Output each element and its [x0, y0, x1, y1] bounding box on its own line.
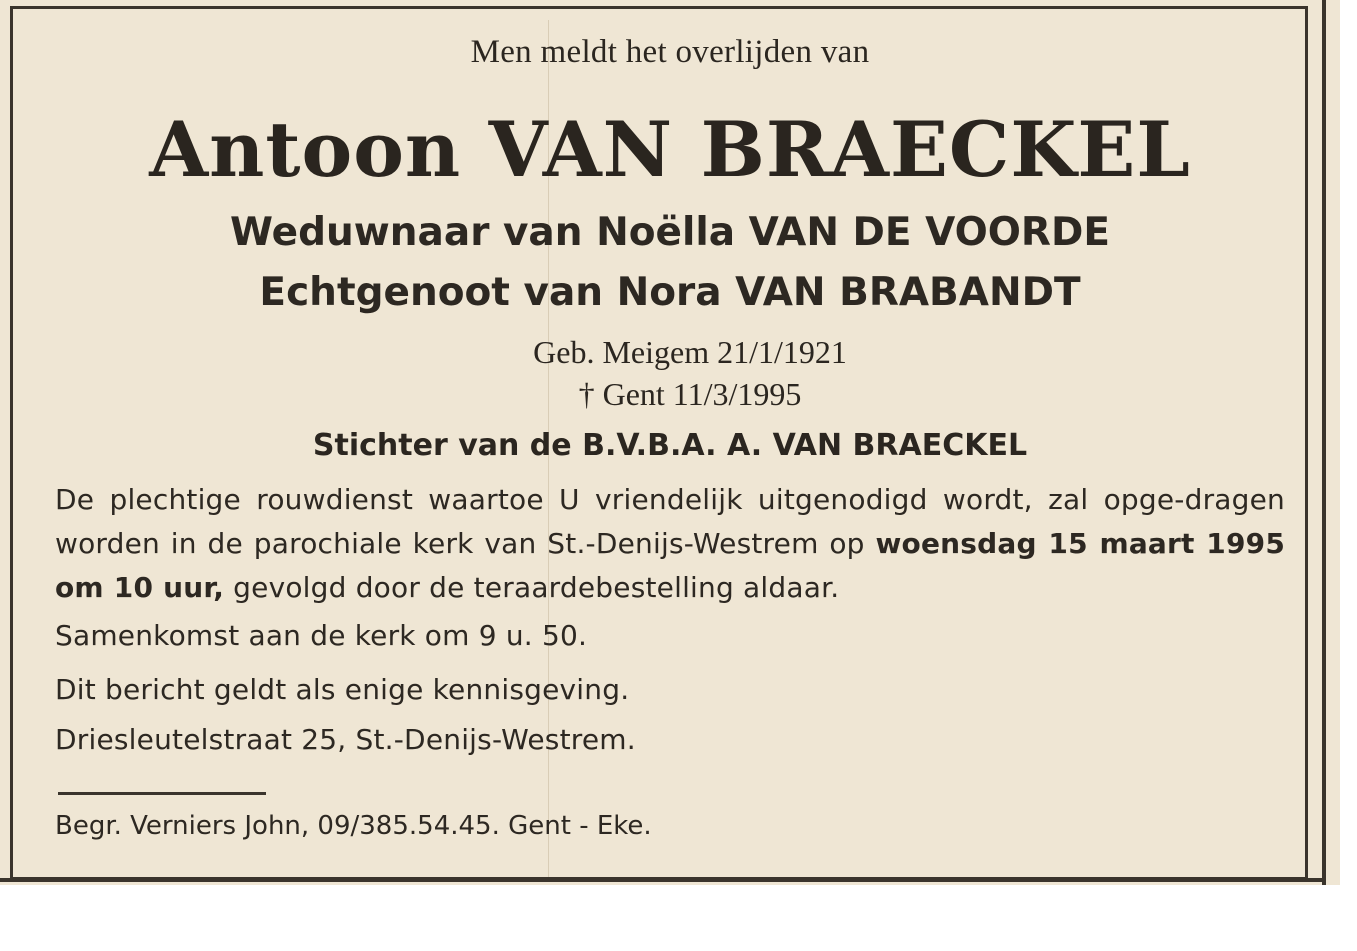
service-paragraph	[55, 478, 1285, 610]
death-line: † Gent 11/3/1995	[578, 376, 802, 412]
founder-line: Stichter van de B.V.B.A. A. VAN BRAECKEL	[312, 428, 1028, 463]
meeting-line: Samenkomst aan de kerk om 9 u. 50.	[55, 619, 588, 652]
widower-line: Weduwnaar van Noëlla VAN DE VOORDE	[230, 210, 1110, 255]
intro-line: Men meldt het overlijden van	[470, 34, 870, 70]
footer-divider	[58, 792, 266, 795]
only-notice-line: Dit bericht geldt als enige kennisgeving.	[55, 673, 630, 706]
deceased-name: Antoon VAN BRAECKEL	[149, 105, 1191, 194]
service-date-bold: woensdag 15 maart 1995 om 10 uur,	[55, 527, 1285, 604]
undertaker-line: Begr. Verniers John, 09/385.54.45. Gent - Eke.	[55, 811, 652, 841]
clipping-bottom-edge	[0, 878, 1326, 882]
birth-line: Geb. Meigem 21/1/1921	[533, 334, 847, 370]
spouse-line: Echtgenoot van Nora VAN BRABANDT	[259, 270, 1081, 315]
service-text-2: gevolgd door de teraardebestelling aldaar.	[224, 571, 840, 604]
service-text-1: De plechtige rouwdienst waartoe U vriendelijk uitgenodigd wordt, zal opge-dragen worden in de parochiale kerk van St.-Denijs-Westrem op	[55, 483, 1285, 560]
address-line: Driesleutelstraat 25, St.-Denijs-Westrem.	[55, 723, 636, 756]
clipping-right-edge	[1322, 0, 1326, 885]
